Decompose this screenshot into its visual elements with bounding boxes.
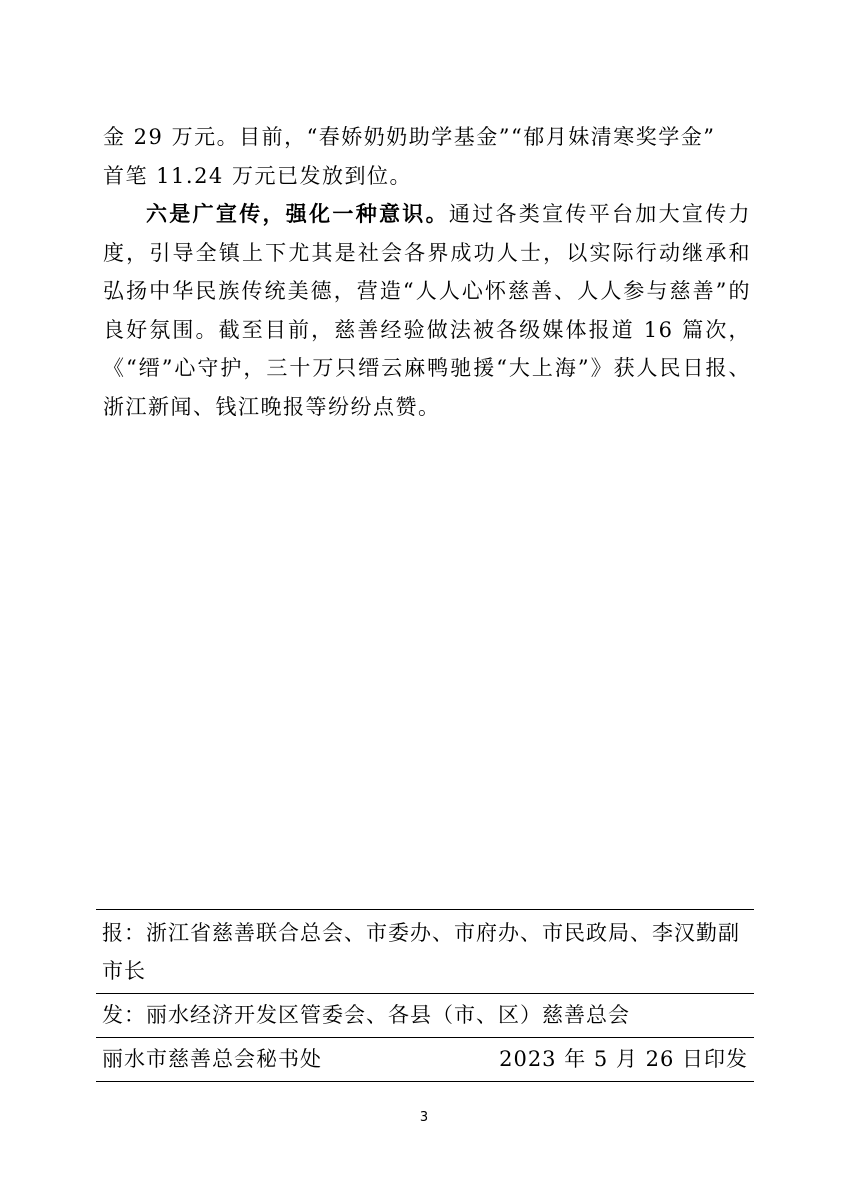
issuer-line (96, 1038, 754, 1081)
report-to-line: 报：浙江省慈善联合总会、市委办、市府办、市民政局、李汉勤副市长 (102, 921, 740, 983)
paragraph-fund-line2: 首笔 11.24 万元已发放到位。 (103, 163, 412, 188)
paragraph-publicity-heading: 六是广宣传，强化一种意识。 (146, 201, 449, 226)
body-text (103, 118, 751, 426)
distribution-footer (96, 909, 754, 1082)
issue-date: 2023 年 5 月 26 日印发 (499, 1047, 748, 1071)
page-number: 3 (419, 1110, 429, 1125)
footer-rule-bottom (96, 1081, 754, 1082)
paragraph-fund (103, 118, 751, 195)
distribute-to-line: 发：丽水经济开发区管委会、各县（市、区）慈善总会 (102, 1003, 630, 1027)
paragraph-publicity (103, 195, 751, 426)
paragraph-publicity-text: 通过各类宣传平台加大宣传力度，引导全镇上下尤其是社会各界成功人士，以实际行动继承和弘扬中华民族传统美德，营造“人人心怀慈善、人人参与慈善”的良好氛围。截至目前，慈善经验做法被各级媒体报道 16 篇次，《“缙”心守护，三十万只缙云麻鸭驰援“大上海”》获人民日报、浙江新闻、钱江晚报等纷纷点赞。 (103, 202, 752, 419)
issuer-name: 丽水市慈善总会秘书处 (102, 1047, 322, 1071)
paragraph-fund-line1: 金 29 万元。目前，“春娇奶奶助学基金”“郁月妹清寒奖学金” (103, 125, 716, 149)
